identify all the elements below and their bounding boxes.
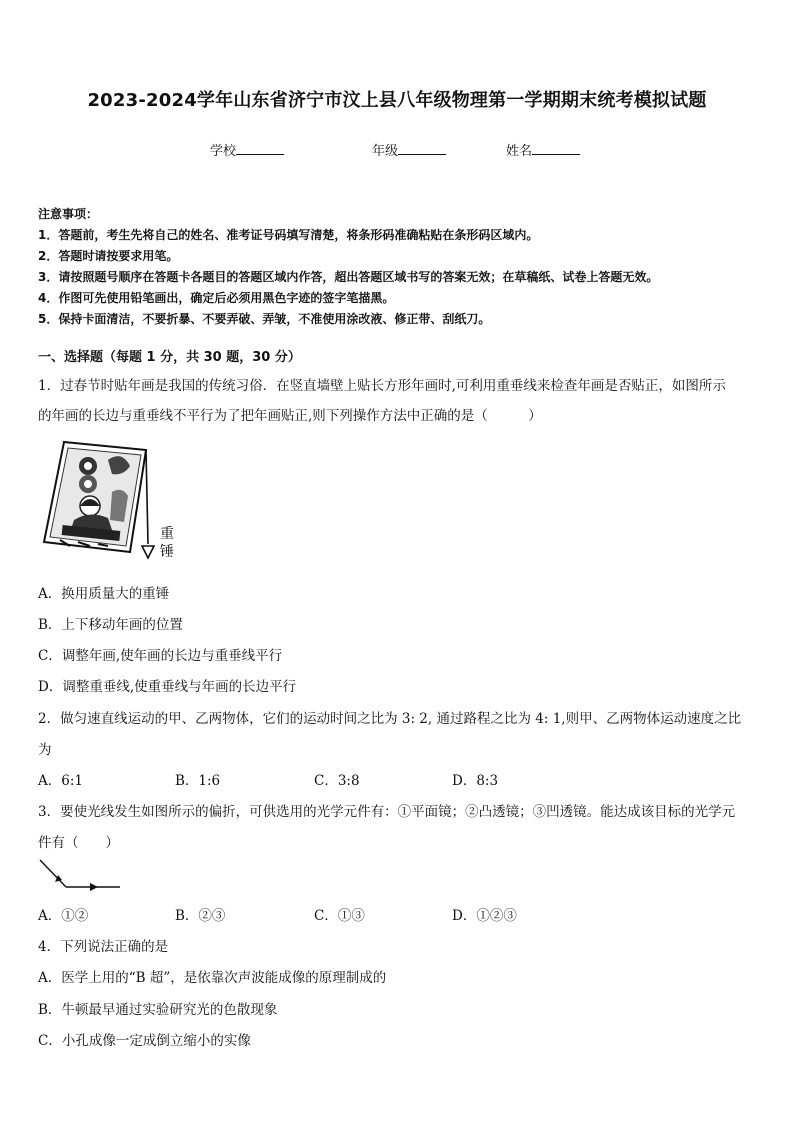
name-label: 姓名 [506,144,533,159]
q3-option-a[interactable]: A．①② [38,908,89,924]
q2-option-d[interactable]: D．8:3 [452,773,499,789]
grade-label: 年级 [372,144,399,159]
q2-stem-line1: 2．做匀速直线运动的甲、乙两物体，它们的运动时间之比为 3: 2, 通过路程之比为 4: 1,则甲、乙两物体运动速度之比 [38,711,742,727]
notice-heading: 注意事项： [38,207,99,221]
student-info-fields [0,140,794,160]
q4-option-c[interactable]: C．小孔成像一定成倒立缩小的实像 [38,1033,251,1049]
q3-stem-line1: 3．要使光线发生如图所示的偏折，可供选用的光学元件有：①平面镜；②凸透镜；③凹透镜。能达成该目标的光学元 [38,804,736,820]
q1-option-d[interactable]: D．调整重垂线,使重垂线与年画的长边平行 [38,679,297,695]
q3-stem-line2: 件有（ ） [38,835,119,851]
page-title: 2023-2024学年山东省济宁市汶上县八年级物理第一学期期末统考模拟试题 [87,90,707,111]
q1-option-a[interactable]: A．换用质量大的重锤 [38,586,170,602]
q4-option-a[interactable]: A．医学上用的“B 超”，是依靠次声波能成像的原理制成的 [38,970,387,986]
q3-option-b[interactable]: B．②③ [175,908,226,924]
q3-options [38,904,598,924]
q2-option-b[interactable]: B．1:6 [175,773,221,789]
q2-option-a[interactable]: A．6:1 [38,773,83,789]
q1-stem-line2: 的年画的长边与重垂线不平行为了把年画贴正,则下列操作方法中正确的是（ ） [38,408,542,424]
plumb-bob-icon [142,546,154,558]
q2-stem-line2: 为 [38,742,52,758]
grade-blank[interactable] [398,141,446,155]
incident-ray [40,860,66,887]
tilted-poster [44,442,146,552]
name-blank[interactable] [532,141,580,155]
q1-option-b[interactable]: B．上下移动年画的位置 [38,617,183,633]
notice-item: 1．答题前，考生先将自己的姓名、准考证号码填写清楚，将条形码准确粘贴在条形码区域内。 [38,228,539,242]
plumb-label-top: 重 [160,526,174,542]
q1-stem-line1: 1．过春节时贴年画是我国的传统习俗．在竖直墙壁上贴长方形年画时,可利用重垂线来检查年画是否贴正，如图所示 [38,378,726,394]
q4-stem-line1: 4．下列说法正确的是 [38,939,169,955]
q3-option-d[interactable]: D．①②③ [452,908,517,924]
notice-item: 5．保持卡面清洁，不要折暴、不要弄破、弄皱，不准使用涂改液、修正带、刮纸刀。 [38,312,491,326]
plumb-line [146,450,148,544]
notice-item: 4．作图可先使用铅笔画出，确定后必须用黑色字迹的签字笔描黑。 [38,291,395,305]
school-blank[interactable] [236,141,284,155]
q2-options [38,769,598,789]
school-field [210,140,284,159]
section-heading: 一、选择题（每题 1 分，共 30 题，30 分） [38,350,301,365]
name-field [506,140,580,159]
plumb-label-bottom: 锤 [160,544,174,560]
q1-figure-poster-plumb-line [38,436,188,564]
notice-block [38,204,778,330]
notice-item: 3．请按照题号顺序在答题卡各题目的答题区域内作答，超出答题区域书写的答案无效；在草稿纸、试卷上答题无效。 [38,270,659,284]
refracted-arrow-icon [90,883,98,891]
q3-option-c[interactable]: C．①③ [314,908,365,924]
grade-field [372,140,446,159]
q1-option-c[interactable]: C．调整年画,使年画的长边与重垂线平行 [38,648,283,664]
q3-figure-light-ray [36,856,126,894]
q4-option-b[interactable]: B．牛顿最早通过实验研究光的色散现象 [38,1002,278,1018]
q2-option-c[interactable]: C．3:8 [314,773,360,789]
notice-item: 2．答题时请按要求用笔。 [38,249,179,263]
school-label: 学校 [210,144,237,159]
